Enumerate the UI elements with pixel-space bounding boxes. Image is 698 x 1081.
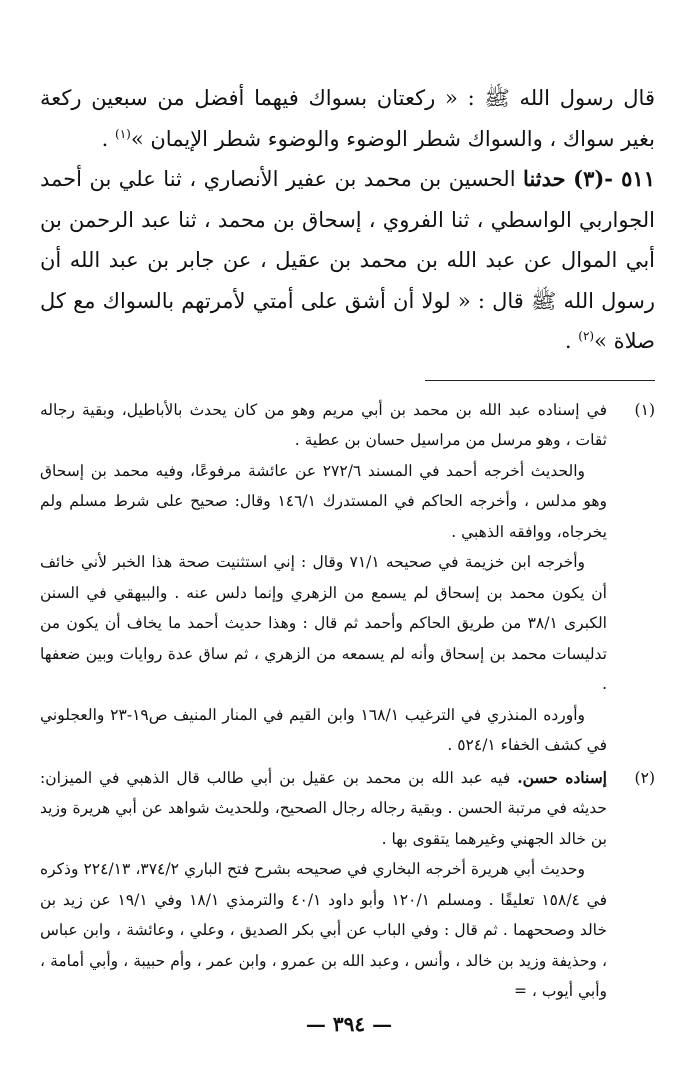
- page-number: — ٣٩٤ —: [305, 1012, 393, 1036]
- footnote-paragraph: وأخرجه ابن خزيمة في صحيحه ٧١/١ وقال : إني استثنيت صحة هذا الخبر لأني خائف أن يكون محمد بن إسحاق لم يسمع من الزهري وإنما دلس عنه . والبيهقي في السنن الكبرى ٣٨/١ من طريق الحاكم وأحمد ثم قال : وهذا حديث أحمد ما يخاف أن يكون من تدليسات محمد بن إسحاق وأنه لم يسمعه من الزهري ، ثم ساق عدة روايات وبين ضعفها .: [40, 553, 607, 693]
- hadith-intro: حدثنا: [523, 166, 566, 191]
- footnote-paragraph: [40, 763, 607, 855]
- footnote-marker: (٢): [634, 768, 655, 787]
- hadith-number: ٥١١ -(٣): [573, 166, 655, 191]
- paragraph-end: .: [564, 329, 579, 353]
- footnote-paragraph: وحديث أبي هريرة أخرجه البخاري في صحيحه بشرح فتح الباري ٣٧٤/٢، ٢٢٤/١٣ وذكره في ١٥٨/٤ تعليقًا . ومسلم ١٢٠/١ وأبو داود ٤٠/١ والترمذي ١٨/١ وفي ١٩/١ عن زيد بن خالد وصححهما . ثم قال : وفي الباب عن أبي بكر الصديق ، وعلي ، وعائشة ، وابن عباس ، وحذيفة وزيد بن خالد ، وأنس ، وعبد الله بن عمرو ، وابن عمر ، وأم حبيبة ، وأبي أمامة ، وأبي أيوب ، =: [40, 860, 607, 1000]
- footnote-1: [40, 395, 655, 761]
- footnote-text: فيه عبد الله بن محمد بن عقيل بن أبي طالب قال الذهبي في الميزان: حديثه في مرتبة الحسن . وبقية رجاله رجال الصحيح، وللحديث شواهد عن أبي هريرة وزيد بن خالد الجهني وغيرهما يتقوى بها .: [40, 768, 607, 848]
- paragraph-text: الحسين بن محمد بن عفير الأنصاري ، ثنا علي بن أحمد الجواربي الواسطي ، ثنا الفروي ، إسحاق بن محمد ، ثنا عبد الرحمن بن أبي الموال عن عبد الله بن محمد بن عقيل ، عن جابر بن عبد الله أن رسول الله ﷺ قال : « لولا أن أشق على أمتي لأمرتهم بالسواك مع كل صلاة »: [40, 167, 655, 353]
- paragraph-hadith-511: [40, 159, 655, 362]
- footnote-ref-2: (٢): [578, 329, 595, 343]
- paragraph-end: .: [101, 126, 116, 151]
- footnote-paragraph: وأورده المنذري في الترغيب ١٦٨/١ وابن القيم في المنار المنيف ص١٩-٢٣ والعجلوني في كشف الخفاء ٥٢٤/١ .: [40, 705, 607, 754]
- main-text: [40, 78, 655, 362]
- page-body: [40, 78, 655, 1007]
- footnote-divider: [425, 380, 655, 381]
- footnote-2: [40, 763, 655, 1007]
- footnotes: [40, 395, 655, 1007]
- footnote-marker: (١): [634, 400, 655, 419]
- footnote-ref-1: (١): [115, 126, 131, 141]
- paragraph-text: قال رسول الله ﷺ : « ركعتان بسواك فيهما أفضل من سبعين ركعة بغير سواك ، والسواك شطر الوضوء والوضوء شطر الإيمان »: [40, 86, 655, 151]
- footnote-paragraph: والحديث أخرجه أحمد في المسند ٢٧٢/٦ عن عائشة مرفوعًا، وفيه محمد بن إسحاق وهو مدلس ، وأخرجه الحاكم في المستدرك ١٤٦/١ وقال: صحيح على شرط مسلم ولم يخرجاه، ووافقه الذهبي .: [40, 461, 607, 541]
- footnote-paragraph: في إسناده عبد الله بن محمد بن أبي مريم وهو من كان يحدث بالأباطيل، وبقية رجاله ثقات ، وهو مرسل من مراسيل حسان بن عطية .: [40, 400, 607, 449]
- footnote-lead: إسناده حسن.: [517, 767, 607, 787]
- paragraph-hadith-510: [40, 78, 655, 159]
